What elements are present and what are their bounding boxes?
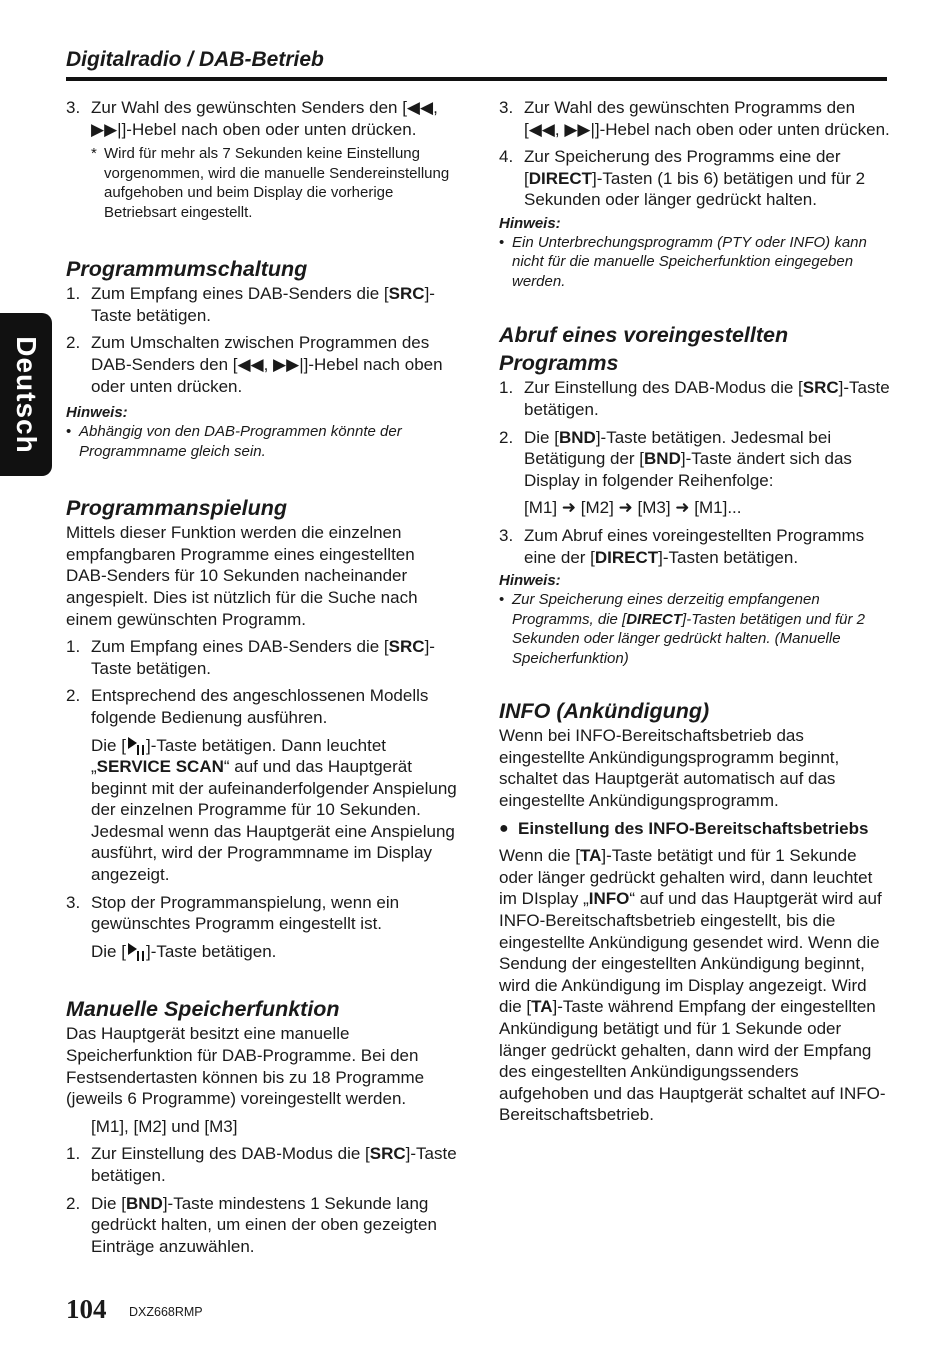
play-pause-icon [126,942,146,962]
list-text: ]-Taste betätigen. Jedesmal bei Betätigung der [ [524,427,832,469]
hinweis-label: Hinweis: [66,404,128,422]
key-label: SERVICE SCAN [96,757,224,777]
list-continuation [66,735,458,886]
list-number: 3. [66,98,81,117]
note-text: Zur Speicherung eines derzeitig empfangenen Programms, die [ [512,591,820,628]
list-item [66,1193,458,1258]
filled-circle-icon: ● [499,819,509,837]
note-text: Ein Unterbrechungsprogramm (PTY oder INFO) kann nicht für die manuelle Speicherfunktion eingegeben werden. [512,233,867,290]
list-text: Die [ [91,1193,126,1213]
section-title: Programmanspielung [66,496,288,521]
key-label: SRC [388,637,425,657]
paragraph-text: “ auf und das Hauptgerät wird auf INFO-Bereitschaftsbetrieb eingestellt, bis die eingestellte Ankündigung gesendet wird. Wenn die Sendung der eingestellten Ankündigung beginnt, wird die Ankündigung im Display angezeigt. Wird die [ [499,889,882,1017]
list-number: 4. [499,147,514,167]
list-text: Zum Abruf eines voreingestellten Programms eine der [ [524,526,865,567]
list-text: Zur Speicherung des Programms eine der [ [524,147,841,188]
subsection-heading-text: Einstellung des INFO-Bereitschaftsbetriebs [518,818,869,838]
list-number: 2. [499,427,514,447]
right-column [499,97,891,1126]
list-number: 3. [499,526,514,546]
asterisk-mark: * [91,145,97,163]
display-sequence: [M1] ➜ [M2] ➜ [M3] ➜ [M1]... [524,498,742,518]
list-text: Zur Einstellung des DAB-Modus die [ [524,378,803,398]
paragraph-text: Wenn die [ [499,846,580,866]
list-text: ]-Taste ändert sich das Display in folgender Reihenfolge: [524,449,852,490]
header-rule [66,77,887,81]
list-text: Entsprechend des angeschlossenen Modells folgende Bedienung ausführen. [91,686,429,727]
list-text: ]-Taste betätigen. [91,284,435,325]
list-item [66,1143,458,1186]
list-text: Stop der Programmanspielung, wenn ein gewünschtes Programm eingestellt ist. [91,892,400,934]
key-label: TA [531,997,553,1017]
list-number: 2. [66,686,81,706]
note-text: Abhängig von den DAB-Programmen könnte der Programmname gleich sein. [79,423,402,460]
list-item [66,332,458,397]
key-label: INFO [588,889,630,909]
footnote-text: Wird für mehr als 7 Sekunden keine Einstellung vorgenommen, wird die manuelle Sendereinstellung aufgehoben und beim Display die vorherige Betriebsart eingestellt. [104,145,450,221]
hinweis-label: Hinweis: [499,214,561,232]
side-tab-label: Deutsch [11,335,42,454]
list-text: ]-Taste betätigen. [524,378,890,420]
list-item [499,427,891,492]
note-bullet: • Ein Unterbrechungsprogramm (PTY oder INFO) kann nicht für die manuelle Speicherfunktion eingegeben werden. [499,233,867,290]
paragraph [499,845,891,1126]
subsection-heading [499,818,891,840]
list-number: 3. [66,892,81,912]
list-text: ]-Taste betätigen. Dann leuchtet „ [91,735,387,777]
list-text: ]-Taste betätigen. [91,1144,457,1185]
page-header-title: Digitalradio / DAB-Betrieb [66,48,324,71]
list-item [499,146,891,211]
list-item [499,377,891,420]
section-title: INFO (Ankündigung) [499,699,710,724]
key-label: SRC [802,378,839,398]
play-pause-icon [126,736,146,756]
note-bullet: • Zur Speicherung eines derzeitig empfangenen Programms, die [DIRECT]-Tasten betätigen und für 2 Sekunden oder länger gedrückt halten. (Manuelle Speicherfunktion) [499,591,865,667]
list-item [66,636,458,679]
list-item [66,685,458,728]
note-text: ]-Tasten betätigen und für 2 Sekunden oder länger gedrückt halten. (Manuelle Speicherfunktion) [512,610,865,667]
hinweis-label: Hinweis: [499,572,561,590]
paragraph: Mittels dieser Funktion werden die einzelnen empfangbaren Programme eines eingestellten DAB-Senders für 10 Sekunden nacheinander angespielt. Dies ist nützlich für die Suche nach einem gewünschten Programm. [66,523,418,629]
list-text: Die [ [91,735,126,755]
list-item [66,283,458,326]
list-text: “ auf und das Hauptgerät beginnt mit der aufeinanderfolgender Anspielung der einzelnen Programme für 10 Sekunden. Jedesmal wenn das Hauptgerät eine Anspielung ausführt, wird der Programmname im Display angezeigt. [91,757,457,885]
list-continuation [66,941,458,963]
section-title: Abruf eines voreingestellten Programms [499,323,789,376]
list-text: Zur Wahl des gewünschten Programms den [◀◀, ▶▶|]-Hebel nach oben oder unten drücken. [524,98,890,139]
list-text: ]-Taste mindestens 1 Sekunde lang gedrückt halten, um einen der oben gezeigten Einträge anzuwählen. [91,1193,437,1256]
list-text: ]-Tasten (1 bis 6) betätigen und für 2 Sekunden oder länger gedrückt halten. [524,168,866,210]
list-number: 1. [499,378,514,398]
list-item [499,525,891,568]
key-label: DIRECT [528,168,593,188]
list-text: Zum Empfang eines DAB-Senders die [ [91,284,389,304]
list-item [499,97,891,140]
key-label: BND [558,427,596,447]
paragraph-text: ]-Taste betätigt und für 1 Sekunde oder länger gedrückt gehalten wird, dann leuchtet im DIsplay „ [499,846,873,909]
paragraph: Wenn bei INFO-Bereitschaftsbetrieb das eingestellte Ankündigungsprogramm beginnt, schaltet das Hauptgerät automatisch auf das eingestellte Ankündigungsprogramm. [499,726,840,810]
key-label: SRC [369,1144,406,1164]
model-number: DXZ668RMP [129,1305,203,1319]
list-number: 2. [66,333,81,353]
list-text: Zur Wahl des gewünschten Senders den [◀◀, ▶▶|]-Hebel nach oben oder unten drücken. [91,98,438,139]
left-column [66,97,458,1257]
footnote [66,144,458,222]
list-number: 3. [499,98,514,117]
list-item [66,97,458,140]
section-title: Manuelle Speicherfunktion [66,997,340,1022]
list-number: 2. [66,1193,81,1213]
list-text: ]-Tasten betätigen. [658,547,799,567]
paragraph-text: ]-Taste während Empfang der eingestellten Ankündigung betätigt und für 1 Sekunde oder länger gedrückt gehalten, dann wird der Empfang des eingestellten Ankündigungssenders aufgehoben und das Hauptgerät schaltet auf INFO-Bereitschaftsbetrieb. [499,997,886,1125]
key-label: DIRECT [626,610,683,628]
list-text: ]-Taste betätigen. [91,637,435,678]
language-side-tab [0,313,52,476]
list-text: Zum Empfang eines DAB-Senders die [ [91,637,389,657]
page-number: 104 [66,1294,107,1324]
list-text: Zur Einstellung des DAB-Modus die [ [91,1144,370,1164]
paragraph: Das Hauptgerät besitzt eine manuelle Speicherfunktion für DAB-Programme. Bei den Festsendertasten können bis zu 18 Programme (jeweils 6 Programme) voreingestellt werden. [66,1024,425,1109]
list-text: Die [ [524,427,559,447]
list-number: 1. [66,1144,81,1164]
note-bullet: • Abhängig von den DAB-Programmen könnte der Programmname gleich sein. [66,423,402,460]
key-label: SRC [388,284,425,304]
key-label: BND [644,449,681,469]
memory-banks: [M1], [M2] und [M3] [91,1116,238,1136]
key-label: TA [579,846,602,866]
list-text: ]-Taste betätigen. [145,941,277,961]
list-item [66,892,458,935]
key-label: DIRECT [594,547,659,567]
key-label: BND [125,1193,163,1213]
list-number: 1. [66,284,81,304]
section-title: Programmumschaltung [66,257,308,282]
list-number: 1. [66,637,81,657]
list-text: Zum Umschalten zwischen Programmen des DAB-Senders den [◀◀, ▶▶|]-Hebel nach oben oder unten drücken. [91,333,443,396]
list-text: Die [ [91,941,126,961]
